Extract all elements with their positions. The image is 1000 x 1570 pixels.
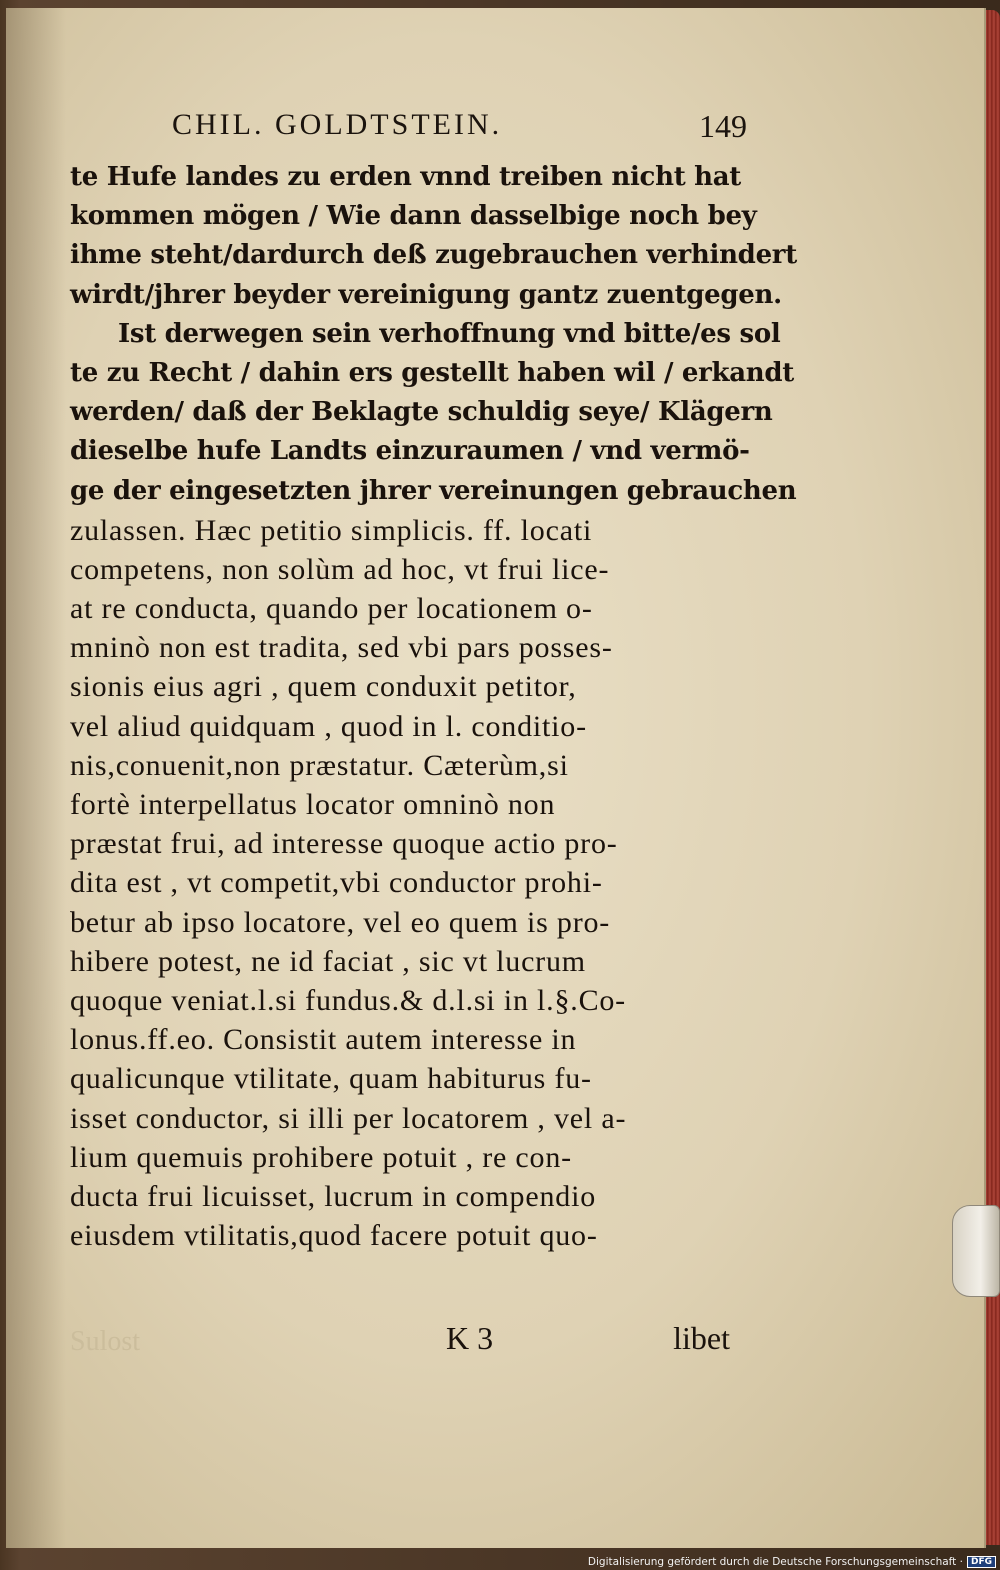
text-line: zulassen. Hæc petitio simplicis. ff. locati [70, 513, 593, 547]
page-footer [70, 1320, 750, 1364]
text-line: sionis eius agri , quem conduxit petitor, [70, 670, 577, 704]
text-line: hibere potest, ne id faciat , sic vt lucrum [70, 944, 586, 978]
text-line: competens, non solùm ad hoc, vt frui lice- [70, 552, 610, 586]
text-line: nis,conuenit,non præstatur. Cæterùm,si [70, 748, 569, 782]
text-line: lium quemuis prohibere potuit , re con- [70, 1140, 572, 1174]
text-line: qualicunque vtilitate, quam habiturus fu- [70, 1062, 592, 1096]
text-line: te zu Recht / dahin ers gestellt haben wil / erkandt [70, 357, 794, 388]
text-line: præstat frui, ad interesse quoque actio pro- [70, 827, 618, 861]
running-head: CHIL. GOLDTSTEIN. [172, 108, 503, 141]
text-line: isset conductor, si illi per locatorem , vel a- [70, 1101, 627, 1135]
text-line: dita est , vt competit,vbi conductor prohi- [70, 866, 603, 900]
book-clasp [952, 1205, 1000, 1297]
text-line: kommen mögen / Wie dann dasselbige noch bey [70, 201, 757, 232]
page-number: 149 [699, 108, 747, 144]
text-line: vel aliud quidquam , quod in l. conditio- [70, 709, 587, 743]
digitization-credit [588, 1556, 996, 1568]
body-text [70, 158, 797, 1255]
signature-mark: K 3 [446, 1320, 494, 1356]
text-line: ge der eingesetzten jhrer vereinungen gebrauchen [70, 475, 797, 506]
text-line: Ist derwegen sein verhoffnung vnd bitte/es sol [118, 318, 781, 349]
text-line: lonus.ff.eo. Consistit autem interesse in [70, 1023, 577, 1057]
text-line: fortè interpellatus locator omninò non [70, 788, 556, 821]
page-gutter [6, 8, 66, 1548]
text-line: ducta frui licuisset, lucrum in compendio [70, 1179, 597, 1213]
text-line: quoque veniat.l.si fundus.& d.l.si in l.§.Co- [70, 983, 626, 1017]
page-header [172, 108, 747, 152]
text-line: betur ab ipso locatore, vel eo quem is pro- [70, 905, 611, 939]
show-through-text: Sulost [70, 1326, 141, 1357]
text-line: wirdt/jhrer beyder vereinigung gantz zuentgegen. [70, 279, 782, 310]
text-line: dieselbe hufe Landts einzuraumen / vnd vermö- [70, 436, 750, 467]
text-line: at re conducta, quando per locationem o- [70, 592, 593, 626]
text-line: mninò non est tradita, sed vbi pars posses- [70, 631, 613, 665]
text-line: werden/ daß der Beklagte schuldig seye/ Klägern [70, 397, 773, 428]
text-line: ihme steht/dardurch deß zugebrauchen verhindert [70, 240, 797, 271]
text-line: te Hufe landes zu erden vnnd treiben nicht hat [70, 162, 742, 192]
catchword: libet [673, 1320, 730, 1356]
text-line: eiusdem vtilitatis,quod facere potuit quo- [70, 1219, 598, 1253]
dfg-logo: DFG [967, 1556, 996, 1568]
credit-text: Digitalisierung gefördert durch die Deutsche Forschungsgemeinschaft · [587, 1556, 963, 1568]
